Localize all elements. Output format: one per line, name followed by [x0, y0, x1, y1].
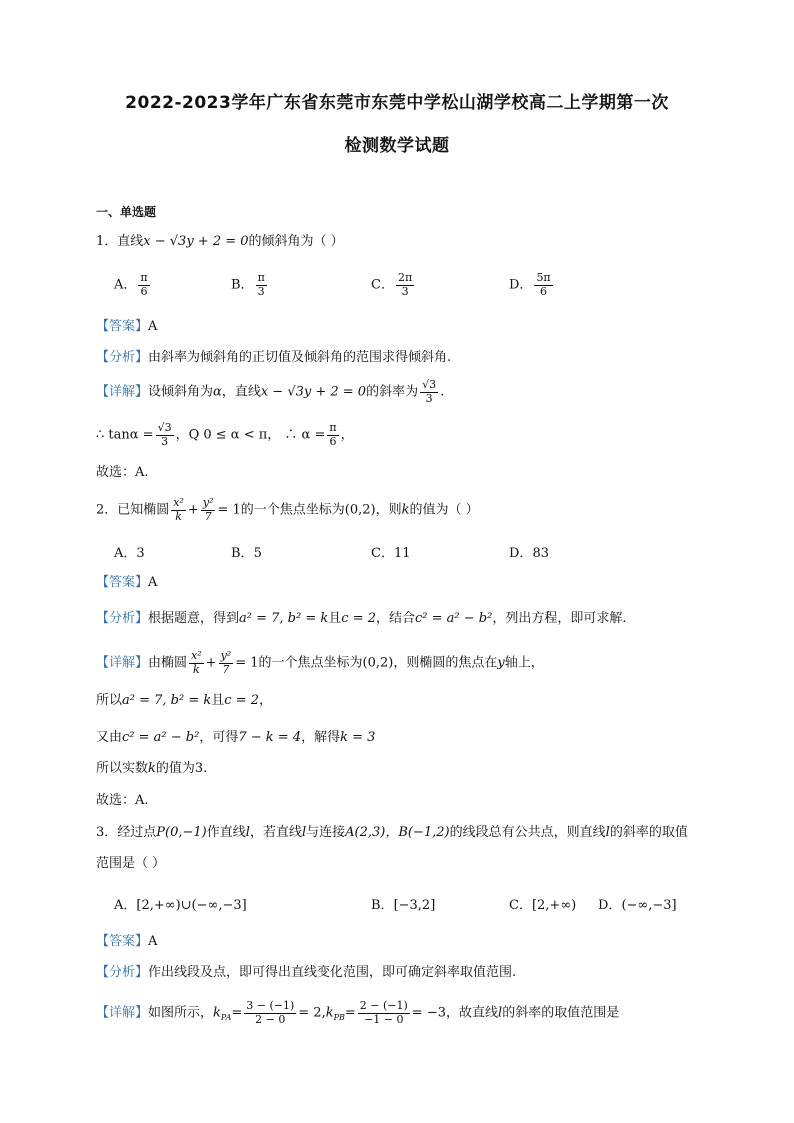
q3-option-d: D．(−∞,−3] [598, 898, 677, 913]
q2-detail-line3: 又由c² = a² − b²，可得7 − k = 4，解得k = 3 [96, 730, 376, 745]
q2-detail-line2: 所以a² = 7, b² = k且c = 2， [96, 693, 272, 708]
q2-choose: 故选：A. [96, 793, 149, 808]
document-title-line1: 2022-2023学年广东省东莞市东莞中学松山湖学校高二上学期第一次 [125, 93, 669, 113]
q2-analysis: 【分析】根据题意，得到a² = 7, b² = k且c = 2，结合c² = a² − b²，列出方程，即可求解. [96, 611, 627, 626]
q1-answer: 【答案】A [96, 319, 158, 334]
q1-option-b: B． $\frac{\pi}{3}$ [231, 271, 265, 298]
q1-step: ∴ tanα = $\frac{√3}{3}$ ，Q 0 ≤ α < π， ∴ α = $\frac{\pi}{6}$ ， [96, 421, 354, 448]
section-heading: 一、单选题 [96, 205, 157, 219]
q3-stem: 3．经过点P(0,−1)作直线l，若直线l与连接A(2,3)，B(−1,2)的线段总有公共点，则直线l的斜率的取值 [96, 825, 688, 840]
q3-answer: 【答案】A [96, 934, 158, 949]
q2-detail-line4: 所以实数k的值为3. [96, 761, 208, 776]
q1-stem: 1．直线x − √3y + 2 = 0的倾斜角为（ ） [96, 234, 344, 249]
q2-option-b: B．5 [231, 546, 262, 561]
q3-option-c: C．[2,+∞) [509, 898, 577, 913]
q3-option-a: A．[2,+∞)∪(−∞,−3] [114, 898, 247, 913]
q3-stem-line2: 范围是（ ） [96, 856, 166, 871]
q1-stem-equation: x − √3y + 2 = 0 [143, 234, 249, 249]
document-title-line2: 检测数学试题 [344, 136, 450, 156]
q1-option-d: D． $\frac{5\pi}{6}$ [509, 271, 551, 298]
q1-choose: 故选：A. [96, 465, 149, 480]
q2-option-d: D．83 [509, 546, 549, 561]
q2-option-c: C．11 [371, 546, 411, 561]
q2-answer: 【答案】A [96, 575, 158, 590]
q2-option-a: A．3 [114, 546, 145, 561]
q3-option-b: B．[−3,2] [371, 898, 436, 913]
q3-detail: 【详解】如图所示，$k_{PA}=$ $\frac{3 - (-1)}{2 - 0}$ = $2,k_{PB}=$ $\frac{2 - (-1)}{-1 - 0}$ = −3，故直线l的斜率的取值范围是 [96, 999, 620, 1026]
q2-stem: 2．已知椭圆 $\frac{\text{x²}}{k}$ + $\frac{\text{y²}}{7}$ = 1的一个焦点坐标为(0,2)，则k的值为（ ） [96, 496, 479, 523]
q1-option-c: C． $\frac{2\pi}{3}$ [371, 271, 413, 298]
q2-detail: 【详解】由椭圆 $\frac{\text{x²}}{k}$ + $\frac{\text{y²}}{7}$ = 1的一个焦点坐标为(0,2)，则椭圆的焦点在y轴上， [96, 649, 544, 676]
q3-analysis: 【分析】作出线段及点，即可得出直线变化范围，即可确定斜率取值范围. [96, 965, 517, 980]
q1-analysis: 【分析】由斜率为倾斜角的正切值及倾斜角的范围求得倾斜角. [96, 350, 452, 365]
q1-detail: 【详解】设倾斜角为α，直线x − √3y + 2 = 0的斜率为 $\frac{√3}{3}$ . [96, 378, 445, 405]
q1-option-a: A． $\frac{\pi}{6}$ [114, 271, 148, 298]
